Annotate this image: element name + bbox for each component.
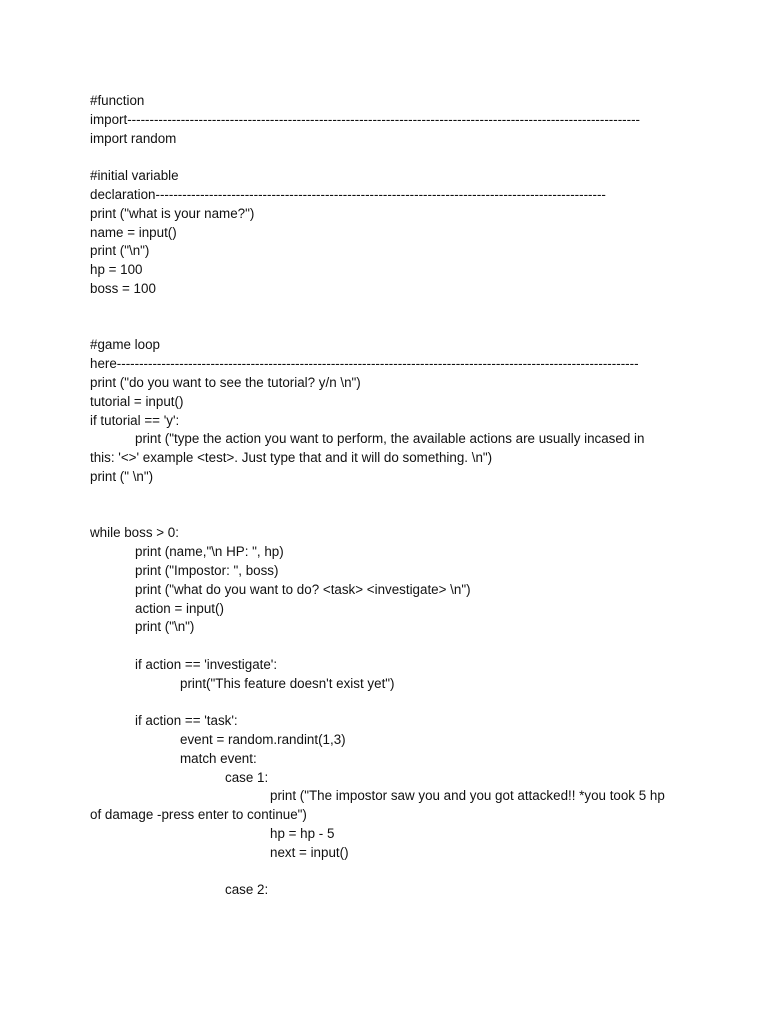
code-line: tutorial = input() (90, 393, 184, 409)
code-line: print("This feature doesn't exist yet") (90, 675, 395, 691)
code-line: event = random.randint(1,3) (90, 732, 346, 748)
code-line: name = input() (90, 224, 177, 240)
code-line: while boss > 0: (90, 525, 179, 541)
code-line: print ("Impostor: ", boss) (90, 562, 279, 578)
blank-lines (90, 299, 670, 337)
code-line: print (" \n") (90, 468, 154, 484)
document-body (90, 92, 670, 900)
code-line-wrapped: print ("The impostor saw you and you got attacked!! *you took 5 hp of damage -press enter to continue") (90, 788, 669, 823)
comment-function: #function (90, 93, 145, 108)
declaration-divider: declaration----------------------------------------------------------------------------------------------------- (90, 186, 606, 202)
game-loop-divider: here--------------------------------------------------------------------------------------------------------------------- (90, 356, 639, 372)
comment-initial-variable: #initial variable (90, 168, 179, 184)
code-line: hp = hp - 5 (90, 826, 335, 842)
code-line: print ("\n") (90, 243, 150, 259)
code-line: case 1: (90, 769, 269, 785)
code-line-wrapped: print ("type the action you want to perform, the available actions are usually incased in this: '<>' example <test>. Just type that and it will do something. \n") (90, 431, 649, 466)
code-line: print ("what is your name?") (90, 205, 255, 221)
code-line: if action == 'task': (90, 713, 238, 729)
code-line: case 2: (90, 882, 269, 898)
blank-line (90, 863, 670, 882)
blank-lines (90, 487, 670, 525)
code-line: if action == 'investigate': (90, 656, 278, 672)
code-line: print ("\n") (90, 619, 195, 635)
code-line: print ("what do you want to do? <task> <investigate> \n") (90, 581, 471, 597)
code-line: print ("do you want to see the tutorial? y/n \n") (90, 374, 361, 390)
blank-line (90, 637, 670, 656)
code-line: print (name,"\n HP: ", hp) (90, 544, 284, 560)
code-line: boss = 100 (90, 280, 156, 296)
import-divider: import------------------------------------------------------------------------------------------------------------------- (90, 111, 641, 127)
comment-game-loop: #game loop (90, 337, 160, 353)
blank-line (90, 694, 670, 713)
code-line: import random (90, 130, 177, 146)
blank-line (90, 148, 670, 167)
code-line: match event: (90, 750, 257, 766)
code-line: next = input() (90, 844, 349, 860)
code-line: hp = 100 (90, 262, 143, 278)
code-line: action = input() (90, 600, 224, 616)
code-line: if tutorial == 'y': (90, 412, 180, 428)
